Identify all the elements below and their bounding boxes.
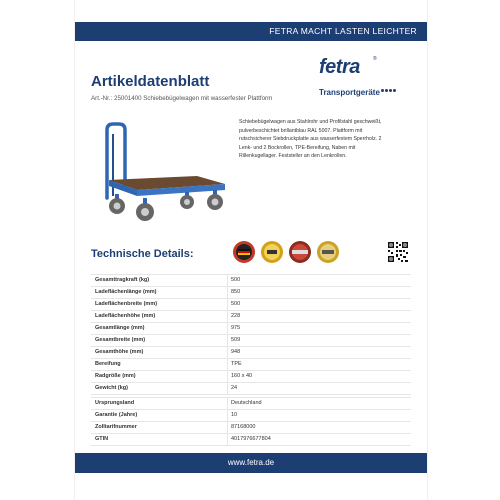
logo-text: fetra [319, 56, 360, 78]
table-row [91, 422, 411, 434]
spec-label: Gewicht (kg) [95, 385, 129, 391]
table-row [91, 335, 411, 347]
table-row [91, 347, 411, 359]
footer-url[interactable]: www.fetra.de [227, 458, 275, 467]
table-row [91, 311, 411, 323]
registered-mark: ® [373, 56, 377, 62]
top-banner [75, 22, 427, 41]
spec-table [91, 274, 411, 446]
table-row [91, 397, 411, 410]
cart-product-image [85, 118, 235, 228]
product-description: Schiebebügelwagen aus Stahlrohr und Profilstahl geschweißt, pulverbeschichtet brillantblau RAL 5007. Plattform mit rutschsicherer Siebdruckplatte aus wasserfestem Sperrholz. 2 Lenk- und 2 Bockrollen, TPE-Bereifung, Naben mit Rillenkugellager. Feststeller an den Lenkrollen. [239, 119, 382, 160]
table-row [91, 323, 411, 335]
spec-value: 948 [231, 349, 241, 355]
garantie-badge [260, 240, 284, 264]
spec-label: Bereifung [95, 361, 121, 367]
spec-value: 500 [231, 301, 241, 307]
fetra-logo [319, 56, 399, 88]
category-label: Transportgeräte [319, 88, 380, 97]
spec-label: Garantie (Jahre) [95, 412, 138, 418]
spec-value: 160 x 40 [231, 373, 253, 379]
table-row [91, 359, 411, 371]
total-stop-badge [288, 240, 312, 264]
table-row [91, 434, 411, 446]
ria-badge [316, 240, 340, 264]
footer-banner [75, 453, 427, 473]
datasheet-page [75, 0, 427, 500]
spec-value: TPE [231, 361, 242, 367]
tagline: FETRA MACHT LASTEN LEICHTER [269, 26, 417, 36]
spec-label: Radgröße (mm) [95, 373, 136, 379]
page-title: Artikeldatenblatt [91, 73, 210, 90]
spec-value: 10 [231, 412, 238, 418]
spec-value: Deutschland [231, 400, 262, 406]
spec-label: Zolltarifnummer [95, 424, 137, 430]
spec-value: 850 [231, 289, 241, 295]
table-row [91, 287, 411, 299]
qr-code-icon [387, 241, 409, 263]
spec-label: Ladeflächenlänge (mm) [95, 289, 157, 295]
spec-label: Ladeflächenbreite (mm) [95, 301, 158, 307]
spec-label: Ladeflächenhöhe (mm) [95, 313, 156, 319]
spec-label: GTIN [95, 436, 109, 442]
quality-badges [232, 240, 342, 266]
spec-value: 975 [231, 325, 241, 331]
spec-value: 4017976677804 [231, 436, 271, 442]
spec-label: Gesamtbreite (mm) [95, 337, 146, 343]
spec-value: 87168000 [231, 424, 256, 430]
made-in-germany-badge [232, 240, 256, 264]
table-row [91, 274, 411, 287]
spec-value: 24 [231, 385, 238, 391]
table-row [91, 410, 411, 422]
logo-dots-icon [381, 79, 397, 97]
spec-value: 500 [231, 277, 241, 283]
table-row [91, 383, 411, 395]
spec-label: Gesamttragkraft (kg) [95, 277, 150, 283]
section-title: Technische Details: [91, 248, 194, 260]
table-row [91, 299, 411, 311]
spec-label: Ursprungsland [95, 400, 135, 406]
spec-label: Gesamtlänge (mm) [95, 325, 145, 331]
spec-value: 509 [231, 337, 241, 343]
spec-label: Gesamthöhe (mm) [95, 349, 144, 355]
spec-value: 228 [231, 313, 241, 319]
table-row [91, 371, 411, 383]
article-subtitle: Art.-Nr.: 25001400 Schiebebügelwagen mit wasserfester Plattform [91, 95, 273, 102]
